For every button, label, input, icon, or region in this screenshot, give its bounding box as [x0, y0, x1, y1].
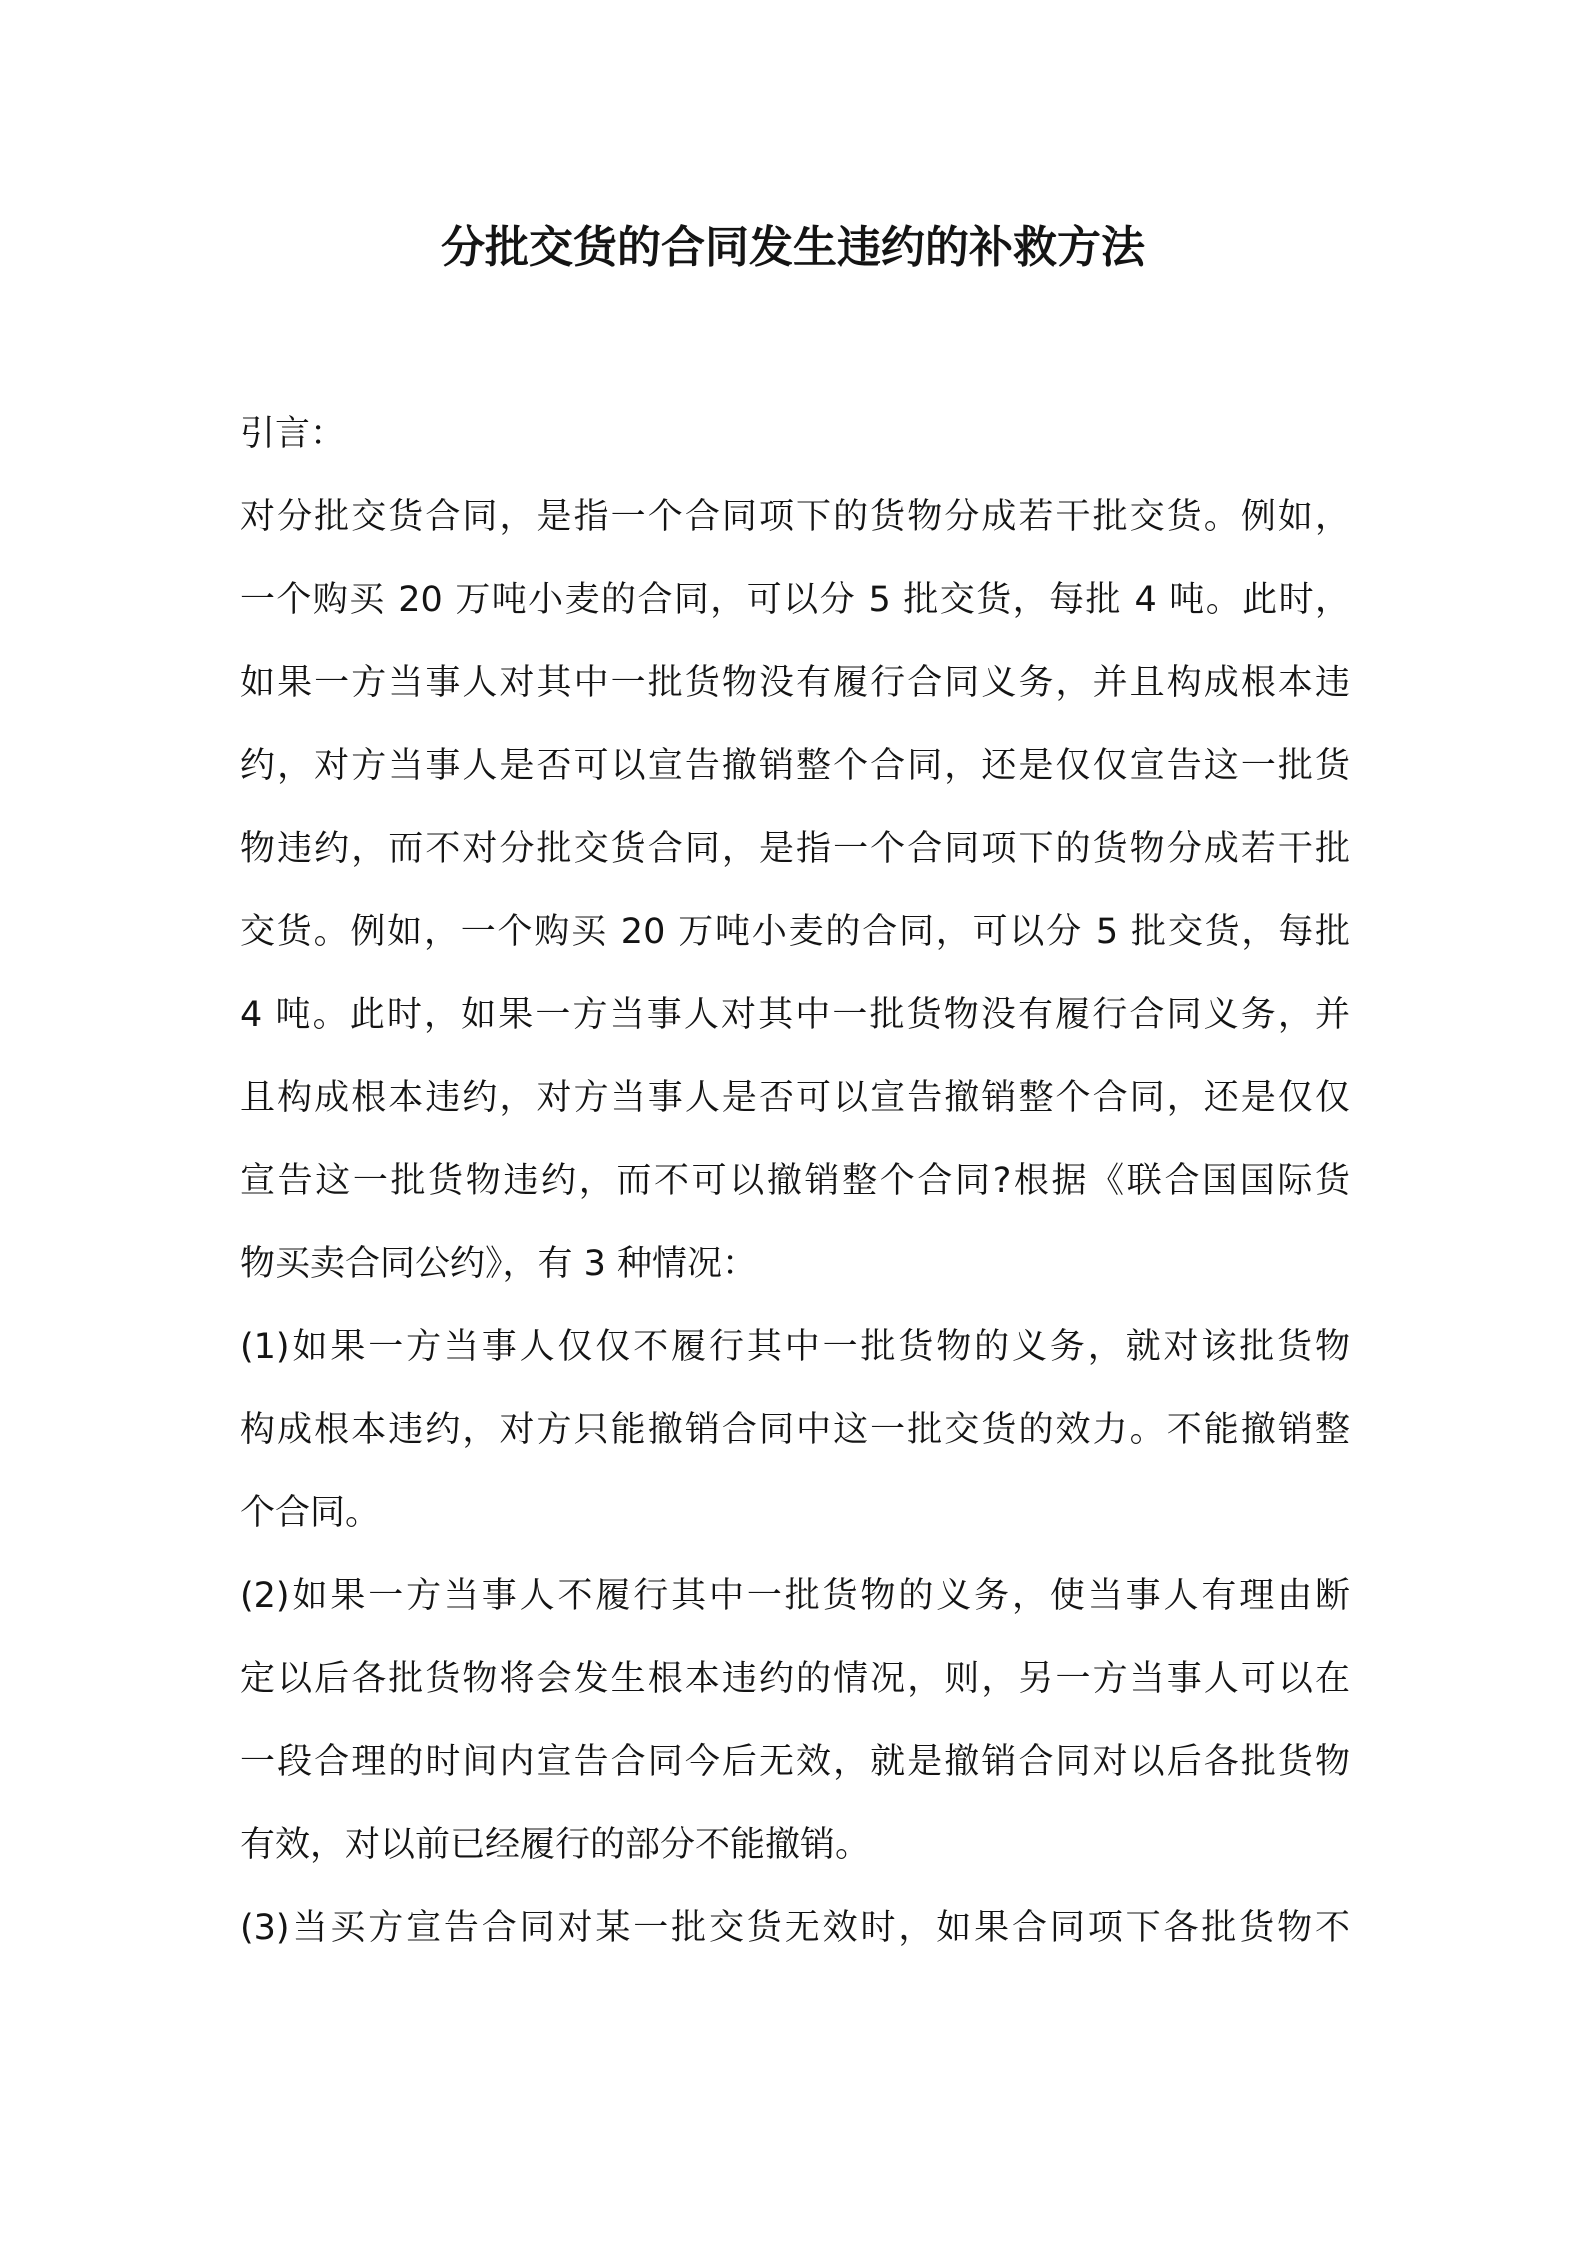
text-line: 4 吨。此时，如果一方当事人对其中一批货物没有履行合同义务，并 [240, 995, 1350, 1035]
text-line: 构成根本违约，对方只能撤销合同中这一批交货的效力。不能撤销整 [240, 1410, 1350, 1450]
text-line: 有效，对以前已经履行的部分不能撤销。 [240, 1825, 871, 1865]
text-line: 宣告这一批货物违约，而不可以撤销整个合同?根据《联合国国际货 [240, 1161, 1350, 1201]
text-line: 交货。例如，一个购买 20 万吨小麦的合同，可以分 5 批交货，每批 [240, 912, 1350, 952]
text-line: 且构成根本违约，对方当事人是否可以宣告撤销整个合同，还是仅仅 [240, 1078, 1350, 1118]
text-line: 个合同。 [240, 1493, 381, 1533]
text-line: 一段合理的时间内宣告合同今后无效，就是撤销合同对以后各批货物 [240, 1742, 1350, 1782]
text-line: (3)当买方宣告合同对某一批交货无效时，如果合同项下各批货物不 [240, 1908, 1350, 1948]
text-line: (2)如果一方当事人不履行其中一批货物的义务，使当事人有理由断 [240, 1576, 1350, 1616]
text-line: 定以后各批货物将会发生根本违约的情况，则，另一方当事人可以在 [240, 1659, 1350, 1699]
text-line: 对分批交货合同，是指一个合同项下的货物分成若干批交货。例如， [240, 497, 1350, 537]
text-line: 物买卖合同公约》，有 3 种情况： [240, 1244, 758, 1284]
document-title: 分批交货的合同发生违约的补救方法 [441, 222, 1145, 273]
text-line: (1)如果一方当事人仅仅不履行其中一批货物的义务，就对该批货物 [240, 1327, 1350, 1367]
text-line: 约，对方当事人是否可以宣告撤销整个合同，还是仅仅宣告这一批货 [240, 746, 1350, 786]
text-line: 引言： [240, 414, 346, 454]
text-line: 一个购买 20 万吨小麦的合同，可以分 5 批交货，每批 4 吨。此时， [240, 580, 1350, 620]
text-line: 物违约，而不对分批交货合同，是指一个合同项下的货物分成若干批 [240, 829, 1350, 869]
document-body [240, 393, 1350, 1970]
text-line: 如果一方当事人对其中一批货物没有履行合同义务，并且构成根本违 [240, 663, 1350, 703]
